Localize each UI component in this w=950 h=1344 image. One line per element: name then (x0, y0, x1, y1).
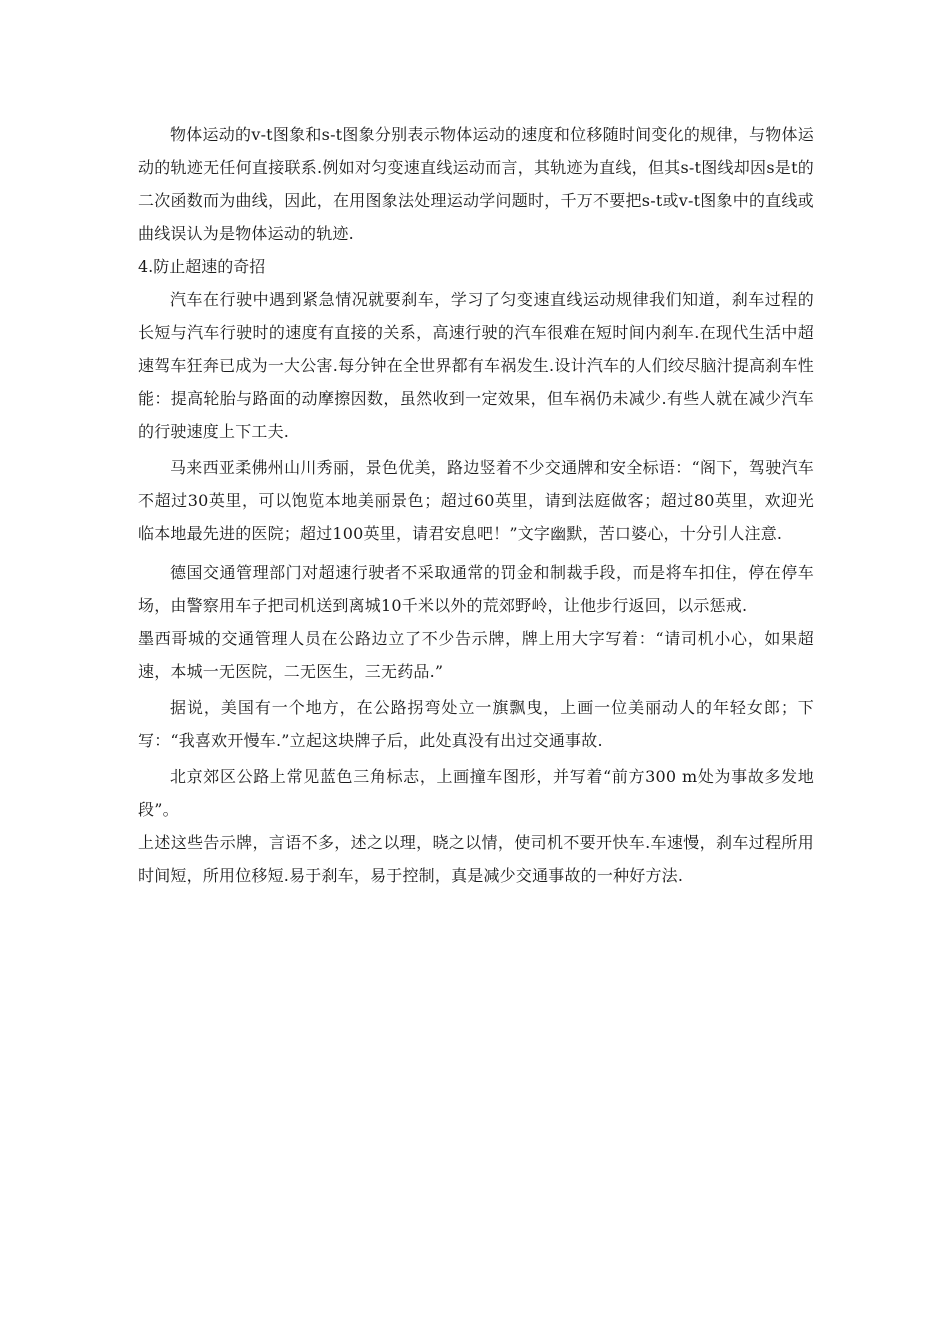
paragraph-beijing: 北京郊区公路上常见蓝色三角标志，上画撞车图形，并写着“前方300 m处为事故多发地段”。 (138, 767, 814, 819)
paragraph-conclusion: 上述这些告示牌，言语不多，述之以理，晓之以情，使司机不要开快车.车速慢，刹车过程所用时间短，所用位移短.易于刹车，易于控制，真是减少交通事故的一种好方法. (138, 833, 814, 885)
document-page (138, 118, 814, 892)
paragraph-mexico: 墨西哥城的交通管理人员在公路边立了不少告示牌，牌上用大字写着：“请司机小心，如果超速，本城一无医院，二无医生，三无药品.” (138, 629, 814, 681)
paragraph-malaysia: 马来西亚柔佛州山川秀丽，景色优美，路边竖着不少交通牌和安全标语：“阁下，驾驶汽车不超过30英里，可以饱览本地美丽景色；超过60英里，请到法庭做客；超过80英里，欢迎光临本地最先进的医院；超过100英里，请君安息吧！”文字幽默，苦口婆心，十分引人注意. (138, 458, 814, 543)
paragraph-braking: 汽车在行驶中遇到紧急情况就要刹车，学习了匀变速直线运动规律我们知道，刹车过程的长短与汽车行驶时的速度有直接的关系，高速行驶的汽车很难在短时间内刹车.在现代生活中超速驾车狂奔已成为一大公害.每分钟在全世界都有车祸发生.设计汽车的人们绞尽脑汁提高刹车性能：提高轮胎与路面的动摩擦因数，虽然收到一定效果，但车祸仍未减少.有些人就在减少汽车的行驶速度上下工夫. (138, 290, 814, 441)
paragraph-germany: 德国交通管理部门对超速行驶者不采取通常的罚金和制裁手段，而是将车扣住，停在停车场，由警察用车子把司机送到离城10千米以外的荒郊野岭，让他步行返回，以示惩戒. (138, 563, 814, 615)
section-heading: 4.防止超速的奇招 (138, 257, 266, 276)
paragraph-usa: 据说，美国有一个地方，在公路拐弯处立一旗飘曳，上画一位美丽动人的年轻女郎；下写：“我喜欢开慢车.”立起这块牌子后，此处真没有出过交通事故. (138, 698, 814, 750)
paragraph-graph-explanation: 物体运动的v-t图象和s-t图象分别表示物体运动的速度和位移随时间变化的规律，与物体运动的轨迹无任何直接联系.例如对匀变速直线运动而言，其轨迹为直线，但其s-t图线却因s是t的二次函数而为曲线，因此，在用图象法处理运动学问题时，千万不要把s-t或v-t图象中的直线或曲线误认为是物体运动的轨迹. (138, 125, 814, 243)
